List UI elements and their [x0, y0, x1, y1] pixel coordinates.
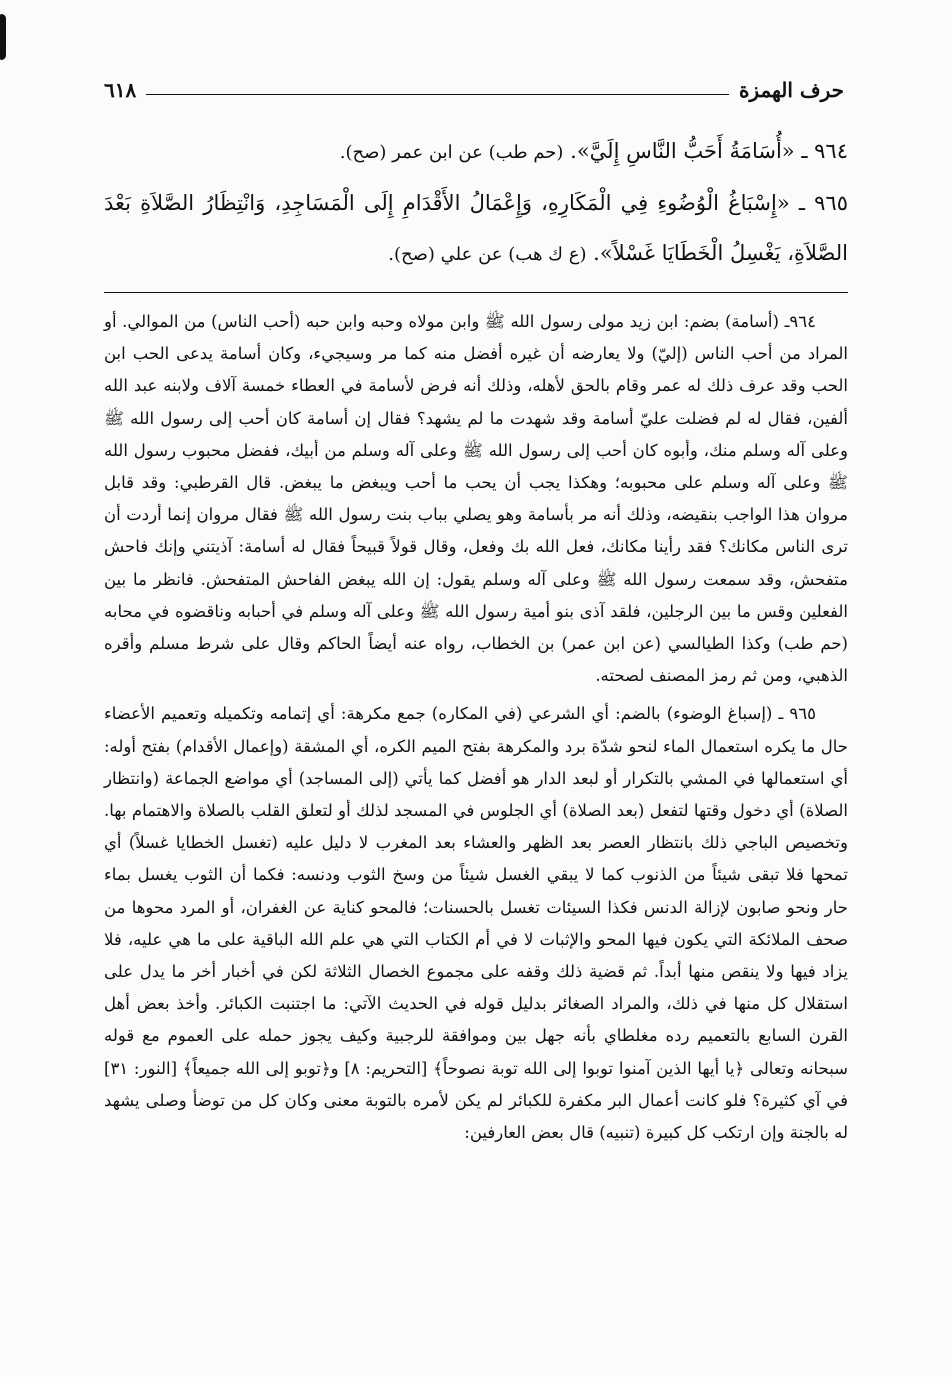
commentary-block — [104, 306, 848, 1149]
section-divider — [104, 292, 848, 293]
binding-edge-mark — [0, 14, 6, 60]
hadith-964 — [104, 126, 848, 178]
hadith-source: (ع ك هب) عن علي (صح). — [388, 244, 587, 265]
page-number: ٦١٨ — [104, 78, 137, 102]
hadith-text: ٩٦٤ ـ «أُسَامَةُ أَحَبُّ النَّاسِ إِلَيَّ». — [570, 139, 848, 163]
hadith-source: (حم طب) عن ابن عمر (صح). — [339, 142, 564, 163]
header-rule — [146, 94, 729, 95]
hadith-965 — [104, 178, 848, 280]
hadith-block — [104, 126, 848, 280]
hadith-text: ٩٦٥ ـ «إِسْبَاغُ الْوُضُوءِ فِي الْمَكَارِهِ، وَإِعْمَالُ الأَقْدَامِ إِلَى الْمَسَاجِدِ، وَانْتِظَارُ الصَّلاَةِ بَعْدَ الصَّلاَةِ، يَغْسِلُ الْخَطَايَا غَسْلاً». — [104, 191, 848, 265]
chapter-title: حرف الهمزة — [738, 78, 844, 102]
commentary-964: ٩٦٤ـ (أسامة) بضم: ابن زيد مولى رسول الله ﷺ وابن مولاه وحبه وابن حبه (أحب الناس) من الموالي. أو المراد من أحب الناس (إليّ) ولا يعارضه أن غيره أفضل منه كما مر وسيجيء، وكان أسامة يدعى الحب ابن الحب وقد عرف ذلك له عمر وقام بالحق لأهله، وذلك أنه فرض لأسامة في العطاء خمسة آلاف ولابنه عبد الله ألفين، فقال له لم فضلت عليّ أسامة وقد شهدت ما لم يشهد؟ فقال إن أسامة كان أحب إلى رسول الله ﷺ وعلى آله وسلم منك، وأبوه كان أحب إلى رسول الله ﷺ وعلى آله وسلم من أبيك، ففضل محبوب رسول الله ﷺ وعلى آله وسلم على محبوبه؛ وهكذا يجب أن يحب ما أحب ويبغض ما يبغض. قال القرطبي: وقد قابل مروان هذا الواجب بنقيضه، وذلك أنه مر بأسامة وهو يصلي بباب بنت رسول الله ﷺ فقال مروان إنما أردت أن ترى الناس مكانك؟ فقد رأينا مكانك، فعل الله بك وفعل، وقال قولاً قبيحاً فقال له أسامة: آذيتني وإنك فاحش متفحش، وقد سمعت رسول الله ﷺ وعلى آله وسلم يقول: إن الله يبغض الفاحش المتفحش. فانظر ما بين الفعلين وقس ما بين الرجلين، فلقد آذى بنو أمية رسول الله ﷺ وعلى آله وسلم في أحبابه وناقضوه في محابه (حم طب) وكذا الطيالسي (عن ابن عمر) بن الخطاب، رواه عنه أيضاً الحاكم وقال على شرط مسلم وأقره الذهبي، ومن ثم رمز المصنف لصحته. — [104, 312, 848, 686]
commentary-965: ٩٦٥ ـ (إسباغ الوضوء) بالضم: أي الشرعي (في المكاره) جمع مكرهة: أي إتمامه وتكميله وتعميم الأعضاء حال ما يكره استعمال الماء لنحو شدّة برد والمكرهة بفتح الميم الكره، أي المشقة (وإعمال الأقدام) بفتح أوله: أي استعمالها في المشي بالتكرار أو لبعد الدار هو أفضل كما يأتي (إلى المساجد) أي مواضع الجماعة (وانتظار الصلاة) أي دخول وقتها لتفعل (بعد الصلاة) أي الجلوس في المسجد لذلك أو لتعلق القلب بالصلاة والاهتمام بها. وتخصيص الباجي ذلك بانتظار العصر بعد الظهر والعشاء بعد المغرب لا دليل عليه (تغسل الخطايا غسلاً) أي تمحها فلا تبقى شيئاً من الذنوب كما لا يبقي الغسل شيئاً من وسخ الثوب ودنسه: فكما أن الثوب يغسل بماء حار ونحو صابون لإزالة الدنس فكذا السيئات تغسل بالحسنات؛ فالمحو كناية عن الغفران، أو المرد محوها من صحف الملائكة التي يكون فيها المحو والإثبات لا في أم الكتاب التي هي علم الله الباقية على ما هي عليه، فلا يزاد فيها ولا ينقص منها أبداً. ثم قضية ذلك وقفه على مجموع الخصال الثلاثة لكن في أخبار أخر ما يدل على استقلال كل منها في ذلك، والمراد الصغائر بدليل قوله في الحديث الآتي: ما اجتنبت الكبائر. وأخذ بعض أهل القرن السابع بالتعميم رده مغلطاي بأنه جهل بين وموافقة للرجبية وكيف يجوز حمله على العموم مع قوله سبحانه وتعالى ﴿يا أيها الذين آمنوا توبوا إلى الله توبة نصوحاً﴾ [التحريم: ٨] و﴿توبو إلى الله جميعاً﴾ [النور: ٣١] في آي كثيرة؟ فلو كانت أعمال البر مكفرة للكبائر لم يكن لأمره بالتوبة معنى وكان كل من توضأ وصلى يشهد له بالجنة وإن ارتكب كل كبيرة (تنبيه) قال بعض العارفين: — [104, 704, 848, 1143]
page-header — [104, 62, 844, 102]
